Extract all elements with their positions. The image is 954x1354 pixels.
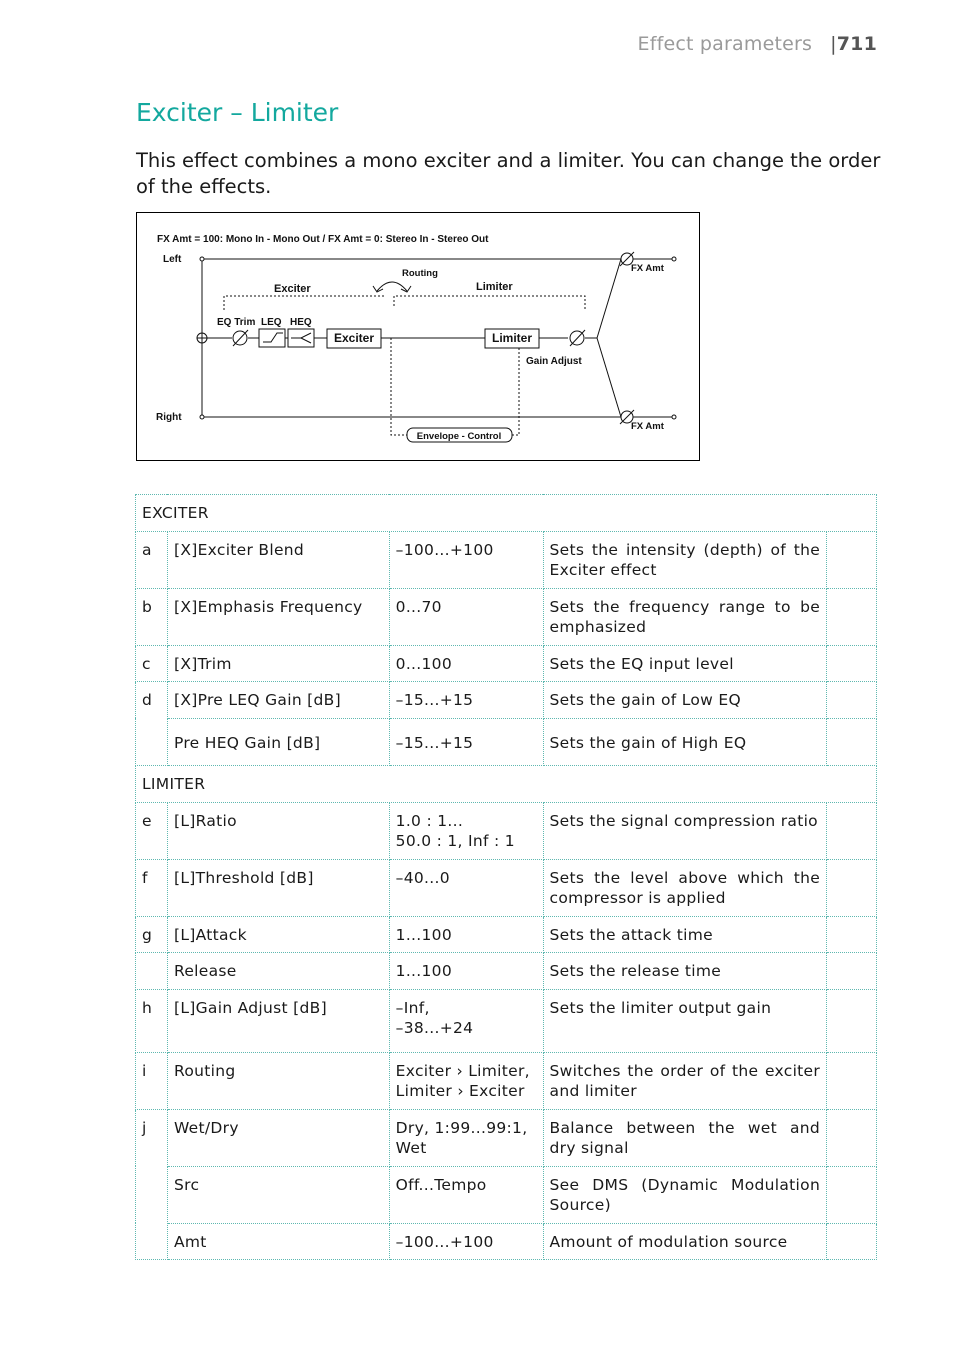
param-description: Switches the order of the exciter and limiter: [543, 1052, 827, 1109]
page-header: [638, 33, 878, 55]
diagram-top-label: FX Amt = 100: Mono In - Mono Out / FX Amt = 0: Stereo In - Stereo Out: [157, 234, 489, 245]
label-fx-amt-bottom: FX Amt: [631, 421, 664, 432]
section-heading: LIMITER: [136, 766, 877, 803]
header-section-title: Effect parameters: [637, 33, 813, 55]
table-row: [136, 989, 877, 1052]
param-name: [L]Threshold [dB]: [167, 859, 389, 916]
param-range: Off...Tempo: [389, 1166, 543, 1223]
param-id: c: [136, 645, 168, 682]
param-range-line: Limiter › Exciter: [395, 1082, 525, 1100]
param-id: e: [136, 802, 168, 859]
param-range: –100...+100: [389, 531, 543, 588]
table-row: [136, 645, 877, 682]
section-heading: EXCITER: [136, 495, 877, 532]
param-description: Sets the level above which the compressor is applied: [543, 859, 827, 916]
param-name: Wet/Dry: [167, 1109, 389, 1166]
section-row-limiter: [136, 766, 877, 803]
param-range: –100...+100: [389, 1223, 543, 1260]
exciter-block-label: Exciter: [333, 331, 375, 345]
param-extra: [827, 718, 877, 766]
label-left: Left: [163, 254, 182, 265]
param-description: Sets the EQ input level: [543, 645, 827, 682]
param-range: [389, 1052, 543, 1109]
param-name: Routing: [167, 1052, 389, 1109]
table-row: [136, 916, 877, 953]
param-name: [X]Trim: [167, 645, 389, 682]
param-range-line: 50.0 : 1, Inf : 1: [395, 832, 515, 850]
param-name: [L]Gain Adjust [dB]: [167, 989, 389, 1052]
param-description: Sets the gain of High EQ: [543, 718, 827, 766]
param-id: b: [136, 588, 168, 645]
param-name: [X]Emphasis Frequency: [167, 588, 389, 645]
param-range-line: –Inf,: [395, 998, 430, 1017]
table-row: [136, 1166, 877, 1223]
param-id: h: [136, 989, 168, 1052]
header-separator: |: [830, 33, 837, 55]
param-description: Sets the frequency range to be emphasized: [543, 588, 827, 645]
label-exciter-group: Exciter: [274, 283, 311, 295]
param-description: Sets the limiter output gain: [543, 989, 827, 1052]
table-row: [136, 1052, 877, 1109]
envelope-control-path: [391, 338, 519, 435]
param-range: [389, 802, 543, 859]
table-row: [136, 718, 877, 766]
param-range-line: –38...+24: [395, 1019, 474, 1037]
leq-block: [259, 329, 285, 347]
param-description: Sets the intensity (depth) of the Exciter effect: [543, 531, 827, 588]
param-description: Sets the attack time: [543, 916, 827, 953]
param-description: Sets the signal compression ratio: [543, 802, 827, 859]
param-extra: [827, 1052, 877, 1109]
param-range: 1...100: [389, 916, 543, 953]
signal-flow-diagram: [136, 212, 700, 461]
param-range: –15...+15: [389, 718, 543, 766]
parameter-table: [135, 494, 877, 1260]
eq-trim-knob: [233, 330, 248, 346]
param-range-line: Wet: [395, 1139, 427, 1157]
param-range: –15...+15: [389, 682, 543, 719]
param-name: [X]Pre LEQ Gain [dB]: [167, 682, 389, 719]
label-eq-trim: EQ Trim: [217, 317, 256, 328]
param-extra: [827, 916, 877, 953]
param-range-line: Dry, 1:99...99:1,: [395, 1118, 528, 1137]
param-extra: [827, 989, 877, 1052]
param-extra: [827, 953, 877, 990]
table-row: [136, 953, 877, 990]
param-id: [136, 953, 168, 990]
heq-block: [288, 329, 314, 347]
param-extra: [827, 859, 877, 916]
table-row: [136, 682, 877, 719]
diagram-svg: [137, 213, 701, 462]
param-extra: [827, 588, 877, 645]
table-row: [136, 588, 877, 645]
param-name: [X]Exciter Blend: [167, 531, 389, 588]
param-extra: [827, 1109, 877, 1166]
label-heq: HEQ: [290, 317, 312, 328]
label-fx-amt-top: FX Amt: [631, 263, 664, 274]
page-title: Exciter – Limiter: [136, 98, 339, 127]
param-extra: [827, 682, 877, 719]
table-row: [136, 1223, 877, 1260]
param-name: Pre HEQ Gain [dB]: [167, 718, 389, 766]
param-range: 1...100: [389, 953, 543, 990]
param-id: f: [136, 859, 168, 916]
section-row-exciter: [136, 495, 877, 532]
intro-paragraph: This effect combines a mono exciter and a limiter. You can change the order of the effects.: [136, 149, 881, 198]
routing-arrow: [373, 282, 411, 292]
label-limiter-group: Limiter: [476, 281, 513, 293]
param-id: i: [136, 1052, 168, 1109]
param-description: Amount of modulation source: [543, 1223, 827, 1260]
label-routing: Routing: [402, 268, 438, 279]
param-id: j: [136, 1109, 168, 1260]
param-description: Balance between the wet and dry signal: [543, 1109, 827, 1166]
param-range: [389, 989, 543, 1052]
table-row: [136, 859, 877, 916]
param-range: 0...70: [389, 588, 543, 645]
label-right: Right: [156, 412, 182, 423]
param-range-line: Exciter › Limiter,: [395, 1061, 530, 1080]
page-number: 711: [836, 33, 877, 55]
param-id: d: [136, 682, 168, 766]
param-name: Amt: [167, 1223, 389, 1260]
param-range-line: 1.0 : 1...: [395, 811, 464, 830]
param-extra: [827, 1223, 877, 1260]
param-extra: [827, 802, 877, 859]
param-name: Release: [167, 953, 389, 990]
param-extra: [827, 1166, 877, 1223]
param-id: g: [136, 916, 168, 953]
param-extra: [827, 645, 877, 682]
param-extra: [827, 531, 877, 588]
param-name: [L]Attack: [167, 916, 389, 953]
param-name: [L]Ratio: [167, 802, 389, 859]
param-range: [389, 1109, 543, 1166]
group-brackets: [224, 296, 585, 310]
limiter-block-label: Limiter: [491, 331, 533, 345]
param-description: See DMS (Dynamic Modulation Source): [543, 1166, 827, 1223]
label-leq: LEQ: [261, 317, 282, 328]
param-name: Src: [167, 1166, 389, 1223]
table-row: [136, 802, 877, 859]
param-range: 0...100: [389, 645, 543, 682]
param-description: Sets the release time: [543, 953, 827, 990]
param-range: –40...0: [389, 859, 543, 916]
label-gain-adjust: Gain Adjust: [526, 356, 582, 367]
param-id: a: [136, 531, 168, 588]
table-row: [136, 1109, 877, 1166]
param-description: Sets the gain of Low EQ: [543, 682, 827, 719]
table-row: [136, 531, 877, 588]
gain-adjust-knob: [570, 330, 585, 346]
label-envelope-control: Envelope - Control: [416, 431, 502, 442]
